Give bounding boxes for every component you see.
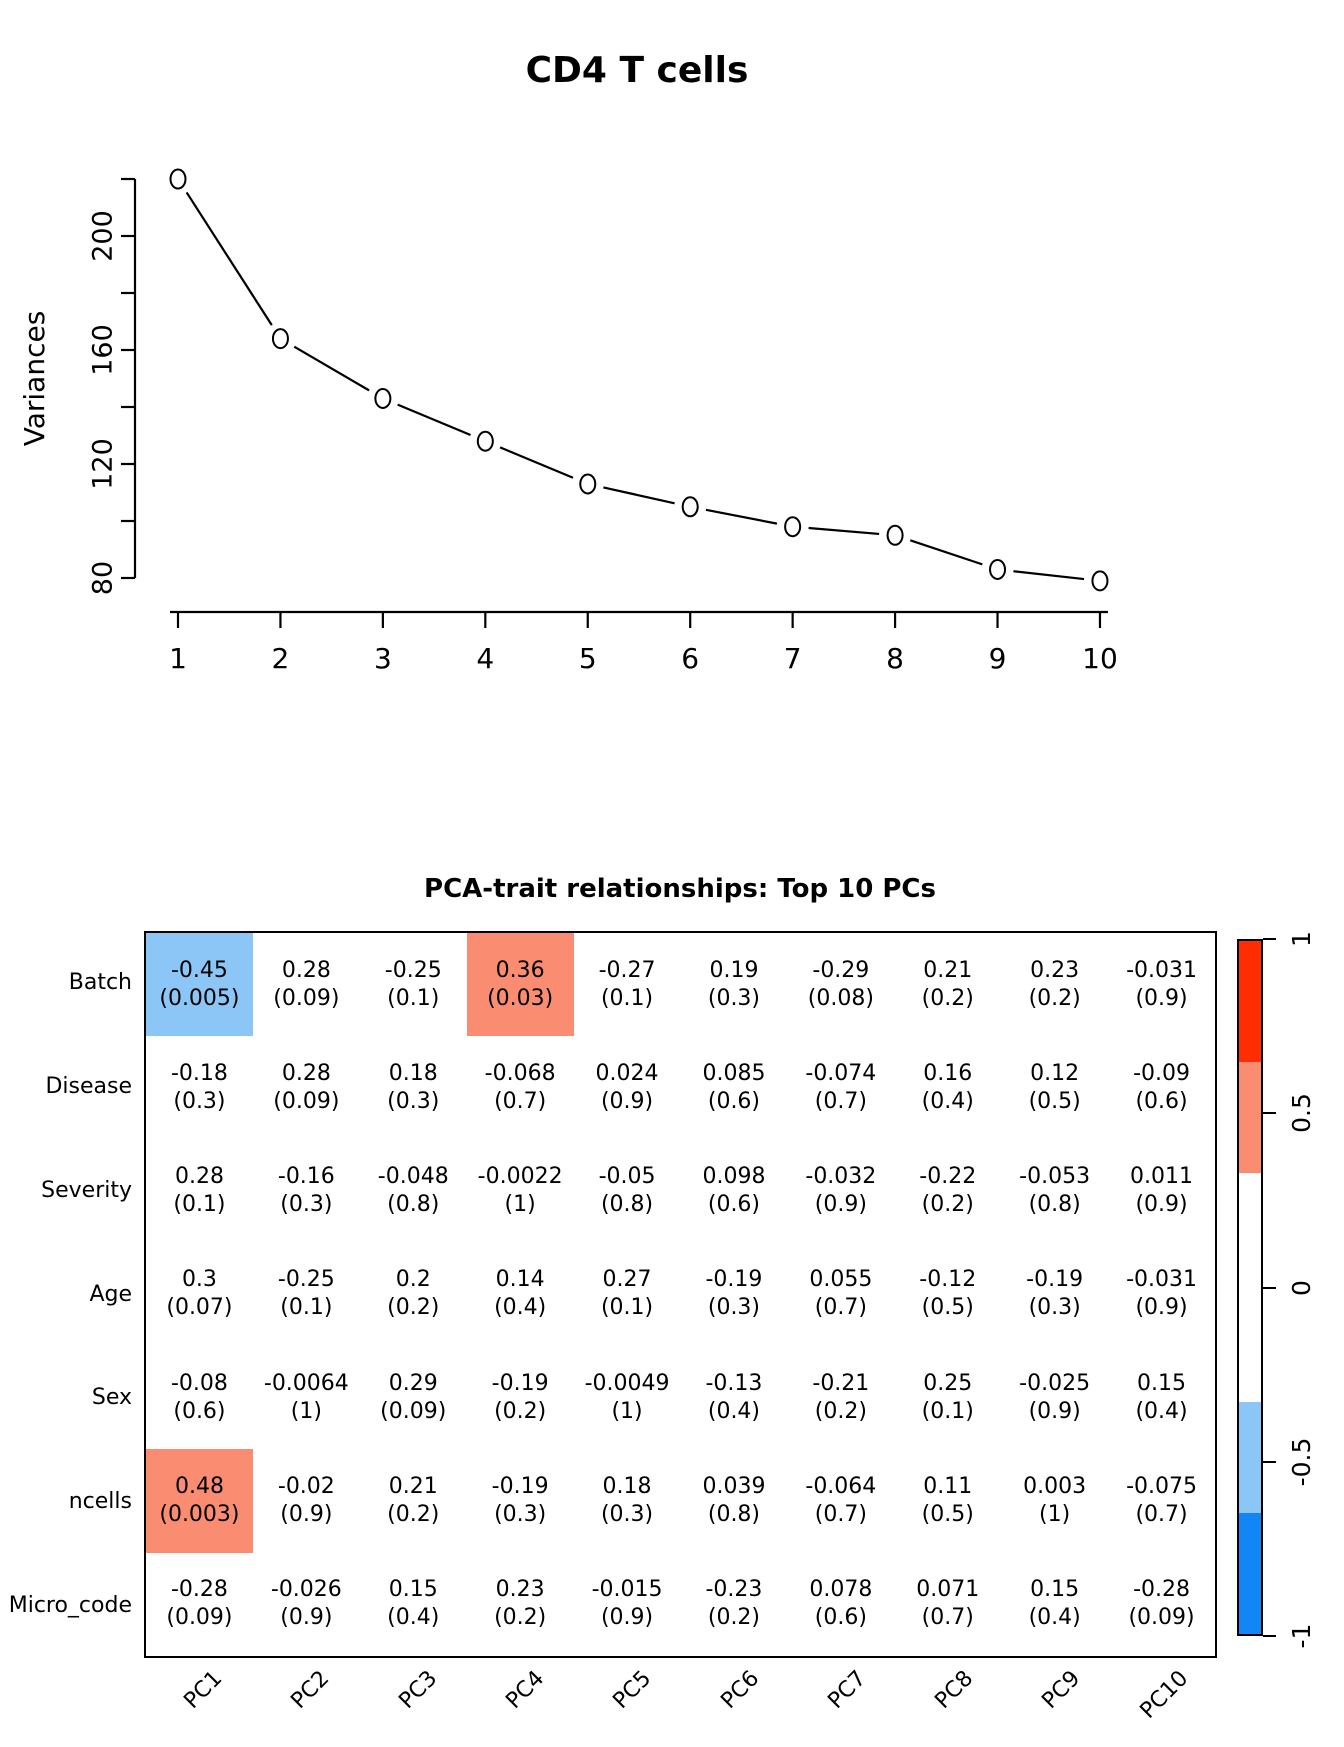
colorbar-tick-label: -1	[1287, 1623, 1316, 1649]
heatmap-cell	[894, 933, 1001, 1036]
cell-pvalue: (0.9)	[1028, 1398, 1081, 1424]
colorbar-segment	[1239, 1062, 1261, 1173]
heatmap-cell	[253, 1553, 360, 1656]
cell-pvalue: (0.1)	[600, 985, 654, 1011]
cell-correlation: -0.27	[598, 957, 656, 983]
cell-pvalue: (1)	[1039, 1502, 1071, 1528]
cell-pvalue: (0.09)	[273, 985, 340, 1011]
heatmap-column-label: PC2	[286, 1666, 335, 1714]
cell-pvalue: (1)	[504, 1192, 536, 1218]
cell-pvalue: (0.1)	[387, 985, 440, 1011]
cell-pvalue: (0.2)	[921, 1192, 974, 1218]
colorbar-tick	[1263, 938, 1276, 940]
y-tick-label: 80	[87, 560, 119, 596]
heatmap-column-label: PC3	[394, 1666, 442, 1714]
heatmap-cell	[681, 1036, 788, 1139]
cell-correlation: -0.23	[705, 1577, 763, 1603]
cell-pvalue: (0.8)	[707, 1502, 761, 1528]
scree-line-segment	[500, 447, 573, 477]
colorbar-tick-label: -0.5	[1287, 1437, 1316, 1487]
cell-pvalue: (0.3)	[707, 1295, 761, 1321]
cell-correlation: -0.19	[1026, 1267, 1084, 1293]
heatmap-cell	[360, 1243, 467, 1346]
heatmap-column-label: PC8	[930, 1666, 979, 1714]
heatmap-cell	[146, 1036, 253, 1139]
cell-pvalue: (0.09)	[166, 1605, 233, 1631]
heatmap-column-label: PC7	[823, 1666, 872, 1714]
cell-pvalue: (0.2)	[494, 1398, 547, 1424]
cell-correlation: -0.05	[598, 1164, 656, 1190]
scree-point	[375, 389, 390, 408]
heatmap-cell	[253, 1140, 360, 1243]
cell-pvalue: (0.1)	[921, 1398, 974, 1424]
heatmap-cell	[1108, 1036, 1215, 1139]
heatmap-row-label: Age	[89, 1281, 132, 1307]
cell-correlation: -0.13	[705, 1370, 763, 1396]
x-tick-label: 2	[271, 642, 290, 675]
x-tick-label: 1	[169, 642, 187, 675]
cell-correlation: 0.18	[602, 1474, 652, 1500]
cell-correlation: 0.14	[495, 1267, 545, 1293]
cell-correlation: -0.16	[277, 1164, 335, 1190]
heatmap-cell	[574, 1346, 681, 1449]
x-tick-label: 9	[988, 642, 1007, 675]
cell-pvalue: (0.5)	[921, 1502, 974, 1528]
cell-pvalue: (0.1)	[600, 1295, 654, 1321]
heatmap-cell	[467, 1243, 574, 1346]
cell-correlation: -0.0022	[477, 1164, 563, 1190]
cell-correlation: 0.27	[602, 1267, 652, 1293]
cell-correlation: -0.015	[591, 1577, 663, 1603]
scree-point	[171, 170, 186, 189]
cell-pvalue: (0.07)	[166, 1295, 233, 1321]
heatmap-cell	[574, 1553, 681, 1656]
cell-correlation: 0.11	[923, 1474, 973, 1500]
cell-correlation: -0.28	[170, 1577, 228, 1603]
colorbar-tick	[1263, 1112, 1276, 1114]
scree-point	[478, 432, 493, 451]
colorbar-tick	[1263, 1461, 1276, 1463]
cell-correlation: -0.19	[491, 1370, 549, 1396]
cell-correlation: 0.19	[709, 957, 759, 983]
heatmap-column-label: PC1	[179, 1666, 228, 1714]
cell-pvalue: (0.5)	[921, 1295, 974, 1321]
cell-correlation: -0.12	[919, 1267, 977, 1293]
cell-correlation: -0.025	[1019, 1370, 1091, 1396]
heatmap-cell	[681, 933, 788, 1036]
cell-correlation: -0.031	[1126, 1267, 1197, 1293]
heatmap-cell	[467, 1140, 574, 1243]
cell-correlation: -0.0064	[263, 1370, 349, 1396]
scree-point	[888, 526, 903, 545]
cell-correlation: 0.055	[809, 1267, 873, 1293]
heatmap-cell	[574, 1140, 681, 1243]
cell-correlation: 0.25	[923, 1370, 973, 1396]
cell-pvalue: (0.1)	[173, 1192, 226, 1218]
cell-correlation: 0.15	[1137, 1370, 1187, 1396]
cell-pvalue: (0.2)	[387, 1295, 440, 1321]
cell-correlation: 0.071	[916, 1577, 980, 1603]
x-tick-label: 3	[373, 642, 392, 675]
scree-plot	[0, 0, 1344, 770]
cell-pvalue: (0.3)	[280, 1192, 333, 1218]
cell-pvalue: (1)	[611, 1398, 643, 1424]
cell-pvalue: (0.8)	[1028, 1192, 1081, 1218]
cell-pvalue: (0.003)	[159, 1502, 240, 1528]
cell-correlation: 0.21	[388, 1474, 438, 1500]
x-tick-label: 10	[1082, 642, 1118, 675]
cell-correlation: 0.15	[388, 1577, 438, 1603]
cell-pvalue: (0.9)	[600, 1605, 654, 1631]
colorbar-segment	[1239, 1513, 1261, 1634]
cell-pvalue: (0.3)	[173, 1088, 226, 1114]
heatmap-cell	[894, 1346, 1001, 1449]
cell-correlation: 0.098	[702, 1164, 766, 1190]
heatmap-cell	[360, 1036, 467, 1139]
heatmap-row-label: Sex	[91, 1385, 132, 1411]
heatmap-cell	[681, 1346, 788, 1449]
cell-pvalue: (0.4)	[707, 1398, 761, 1424]
cell-correlation: -0.048	[377, 1164, 449, 1190]
heatmap-cell	[1001, 1243, 1108, 1346]
heatmap-cell	[253, 933, 360, 1036]
cell-pvalue: (0.6)	[814, 1605, 867, 1631]
cell-pvalue: (0.9)	[280, 1605, 333, 1631]
scree-point	[1092, 571, 1107, 590]
cell-correlation: 0.36	[495, 957, 545, 983]
cell-correlation: -0.0049	[584, 1370, 670, 1396]
heatmap-cell	[253, 1346, 360, 1449]
cell-correlation: 0.29	[388, 1370, 438, 1396]
heatmap-cell	[146, 933, 253, 1036]
cell-pvalue: (0.3)	[1028, 1295, 1081, 1321]
heatmap-cell	[681, 1140, 788, 1243]
cell-pvalue: (0.4)	[1135, 1398, 1188, 1424]
colorbar-tick-label: 0	[1287, 1279, 1316, 1296]
cell-correlation: -0.068	[484, 1060, 556, 1086]
x-tick-label: 4	[476, 642, 495, 675]
cell-pvalue: (0.7)	[1135, 1502, 1188, 1528]
scree-line-segment	[187, 192, 272, 325]
cell-pvalue: (0.8)	[387, 1192, 440, 1218]
cell-correlation: -0.032	[805, 1164, 877, 1190]
cell-correlation: 0.18	[388, 1060, 438, 1086]
heatmap-cell	[146, 1243, 253, 1346]
cell-correlation: -0.031	[1126, 957, 1197, 983]
cell-correlation: -0.21	[812, 1370, 870, 1396]
heatmap-row-label: Batch	[68, 969, 132, 995]
cell-correlation: -0.29	[812, 957, 870, 983]
cell-correlation: 0.078	[809, 1577, 873, 1603]
cell-correlation: 0.024	[595, 1060, 659, 1086]
cell-correlation: 0.2	[395, 1267, 431, 1293]
scree-line-segment	[706, 510, 777, 524]
cell-correlation: 0.48	[174, 1474, 224, 1500]
heatmap-cell	[467, 933, 574, 1036]
heatmap-cell	[146, 1346, 253, 1449]
cell-pvalue: (0.2)	[814, 1398, 867, 1424]
cell-correlation: -0.02	[277, 1474, 335, 1500]
scree-line-segment	[398, 405, 471, 435]
cell-correlation: 0.28	[281, 957, 331, 983]
heatmap-cell	[787, 1140, 894, 1243]
scree-line-segment	[294, 347, 369, 391]
cell-pvalue: (0.2)	[387, 1502, 440, 1528]
y-tick-label: 160	[87, 324, 119, 376]
cell-correlation: -0.09	[1133, 1060, 1191, 1086]
heatmap-cell	[1108, 1553, 1215, 1656]
cell-pvalue: (0.9)	[1135, 1192, 1188, 1218]
cell-correlation: -0.075	[1126, 1474, 1197, 1500]
heatmap-cell	[1108, 1346, 1215, 1449]
cell-pvalue: (0.3)	[707, 985, 761, 1011]
heatmap-cell	[253, 1036, 360, 1139]
cell-correlation: 0.12	[1030, 1060, 1080, 1086]
heatmap-cell	[1108, 1243, 1215, 1346]
heatmap-cell	[467, 1036, 574, 1139]
cell-pvalue: (0.9)	[814, 1192, 867, 1218]
cell-correlation: -0.026	[270, 1577, 342, 1603]
cell-pvalue: (0.6)	[173, 1398, 226, 1424]
heatmap-cell	[894, 1036, 1001, 1139]
scree-point	[580, 474, 595, 493]
cell-pvalue: (0.9)	[1135, 1295, 1188, 1321]
heatmap-cell	[146, 1449, 253, 1552]
scree-point	[683, 497, 698, 516]
heatmap-cell	[146, 1140, 253, 1243]
heatmap-cell	[360, 933, 467, 1036]
heatmap-cell	[681, 1449, 788, 1552]
colorbar-tick-label: 1	[1287, 931, 1316, 947]
cell-pvalue: (0.4)	[494, 1295, 547, 1321]
cell-correlation: 0.23	[1030, 957, 1080, 983]
cell-pvalue: (0.8)	[600, 1192, 654, 1218]
heatmap-cell	[467, 1449, 574, 1552]
heatmap-cell	[787, 1036, 894, 1139]
heatmap-cell	[1108, 1140, 1215, 1243]
cell-pvalue: (0.9)	[600, 1088, 654, 1114]
cell-pvalue: (0.5)	[1028, 1088, 1081, 1114]
heatmap-cell	[787, 1553, 894, 1656]
heatmap-cell	[253, 1449, 360, 1552]
heatmap-cell	[894, 1449, 1001, 1552]
heatmap-cell	[467, 1346, 574, 1449]
cell-correlation: 0.16	[923, 1060, 973, 1086]
cell-correlation: -0.28	[1133, 1577, 1191, 1603]
cell-pvalue: (0.2)	[494, 1605, 547, 1631]
heatmap-cell	[360, 1449, 467, 1552]
cell-correlation: -0.19	[491, 1474, 549, 1500]
x-tick-label: 5	[578, 642, 597, 675]
heatmap-cell	[1001, 1036, 1108, 1139]
cell-correlation: -0.25	[277, 1267, 335, 1293]
cell-pvalue: (0.03)	[487, 985, 554, 1011]
heatmap-cell	[1001, 1346, 1108, 1449]
heatmap-row-label: Disease	[45, 1073, 132, 1099]
colorbar	[1237, 939, 1263, 1636]
heatmap-cell	[146, 1553, 253, 1656]
y-tick-label: 200	[87, 210, 119, 262]
cell-pvalue: (0.7)	[814, 1088, 867, 1114]
heatmap-column-label: PC9	[1037, 1666, 1086, 1714]
heatmap-cell	[360, 1346, 467, 1449]
heatmap-cell	[574, 1449, 681, 1552]
cell-pvalue: (0.3)	[387, 1088, 440, 1114]
heatmap-row-label: ncells	[68, 1489, 132, 1515]
cell-pvalue: (0.3)	[600, 1502, 654, 1528]
heatmap-cell	[253, 1243, 360, 1346]
heatmap-cell	[1108, 933, 1215, 1036]
y-axis-label: Variances	[18, 310, 51, 447]
cell-correlation: -0.064	[805, 1474, 877, 1500]
cell-correlation: -0.19	[705, 1267, 763, 1293]
cell-correlation: 0.21	[923, 957, 973, 983]
colorbar-tick-label: 0.5	[1287, 1093, 1316, 1134]
cell-correlation: -0.45	[170, 957, 228, 983]
heatmap-cell	[360, 1140, 467, 1243]
cell-correlation: 0.15	[1030, 1577, 1080, 1603]
x-tick-label: 8	[886, 642, 904, 675]
cell-pvalue: (0.7)	[494, 1088, 547, 1114]
heatmap-cell	[467, 1553, 574, 1656]
cell-pvalue: (0.4)	[1028, 1605, 1081, 1631]
heatmap-column-label: PC6	[716, 1666, 764, 1714]
scree-point	[273, 329, 288, 348]
scree-line-segment	[809, 528, 880, 534]
cell-correlation: -0.25	[384, 957, 442, 983]
cell-correlation: -0.053	[1019, 1164, 1091, 1190]
heatmap-title: PCA-trait relationships: Top 10 PCs	[424, 874, 936, 904]
heatmap-cell	[894, 1243, 1001, 1346]
heatmap-column-label: PC4	[501, 1666, 550, 1714]
heatmap-cell	[1001, 1140, 1108, 1243]
heatmap-cell	[787, 1449, 894, 1552]
heatmap-cell	[787, 1243, 894, 1346]
cell-correlation: 0.011	[1130, 1164, 1194, 1190]
heatmap-cell	[574, 933, 681, 1036]
cell-pvalue: (0.4)	[921, 1088, 974, 1114]
heatmap-cell	[574, 1036, 681, 1139]
cell-pvalue: (0.005)	[159, 985, 240, 1011]
heatmap-cell	[574, 1243, 681, 1346]
y-tick-label: 120	[87, 438, 119, 490]
heatmap-column-label: PC10	[1135, 1666, 1194, 1724]
cell-pvalue: (0.09)	[273, 1088, 340, 1114]
cell-pvalue: (0.08)	[807, 985, 874, 1011]
cell-correlation: 0.3	[181, 1267, 217, 1293]
heatmap-cell	[1108, 1449, 1215, 1552]
cell-correlation: -0.08	[170, 1370, 228, 1396]
heatmap-cell	[894, 1553, 1001, 1656]
colorbar-tick	[1263, 1635, 1276, 1637]
cell-pvalue: (0.6)	[1135, 1088, 1188, 1114]
cell-correlation: -0.22	[919, 1164, 977, 1190]
colorbar-segment	[1239, 1173, 1261, 1402]
heatmap-cell	[787, 1346, 894, 1449]
heatmap-row-label: Severity	[41, 1177, 132, 1203]
cell-correlation: 0.003	[1023, 1474, 1087, 1500]
cell-pvalue: (0.7)	[814, 1502, 867, 1528]
scree-point	[785, 517, 800, 536]
cell-correlation: 0.039	[702, 1474, 766, 1500]
scree-line-segment	[603, 487, 674, 503]
x-tick-label: 7	[783, 642, 802, 675]
cell-correlation: 0.28	[281, 1060, 331, 1086]
colorbar-segment	[1239, 941, 1261, 1062]
cell-pvalue: (0.9)	[280, 1502, 333, 1528]
scree-plot-title: CD4 T cells	[525, 50, 749, 91]
scree-line-segment	[910, 540, 982, 564]
heatmap-cell	[1001, 1553, 1108, 1656]
cell-pvalue: (0.3)	[494, 1502, 547, 1528]
heatmap-cell	[1001, 1449, 1108, 1552]
heatmap-grid	[144, 931, 1217, 1658]
cell-correlation: -0.18	[170, 1060, 228, 1086]
x-tick-label: 6	[681, 642, 700, 675]
heatmap-cell	[360, 1553, 467, 1656]
cell-pvalue: (0.2)	[921, 985, 974, 1011]
cell-pvalue: (0.2)	[1028, 985, 1081, 1011]
scree-point	[990, 560, 1005, 579]
cell-pvalue: (0.9)	[1135, 985, 1188, 1011]
cell-pvalue: (0.6)	[707, 1088, 761, 1114]
colorbar-tick	[1263, 1287, 1276, 1289]
heatmap-cell	[681, 1243, 788, 1346]
cell-pvalue: (0.09)	[380, 1398, 447, 1424]
cell-correlation: 0.28	[174, 1164, 224, 1190]
cell-pvalue: (1)	[290, 1398, 322, 1424]
cell-pvalue: (0.4)	[387, 1605, 440, 1631]
heatmap-cell	[681, 1553, 788, 1656]
heatmap-cell	[787, 933, 894, 1036]
cell-pvalue: (0.6)	[707, 1192, 761, 1218]
heatmap-row-label: Micro_code	[8, 1593, 132, 1619]
cell-pvalue: (0.1)	[280, 1295, 333, 1321]
colorbar-segment	[1239, 1402, 1261, 1513]
heatmap-column-label: PC5	[608, 1666, 657, 1714]
cell-correlation: -0.074	[805, 1060, 877, 1086]
heatmap-cell	[894, 1140, 1001, 1243]
cell-pvalue: (0.7)	[921, 1605, 974, 1631]
scree-line-segment	[1013, 571, 1084, 579]
cell-pvalue: (0.2)	[707, 1605, 761, 1631]
heatmap-cell	[1001, 933, 1108, 1036]
cell-correlation: 0.23	[495, 1577, 545, 1603]
cell-pvalue: (0.7)	[814, 1295, 867, 1321]
cell-pvalue: (0.09)	[1128, 1605, 1195, 1631]
cell-correlation: 0.085	[702, 1060, 766, 1086]
